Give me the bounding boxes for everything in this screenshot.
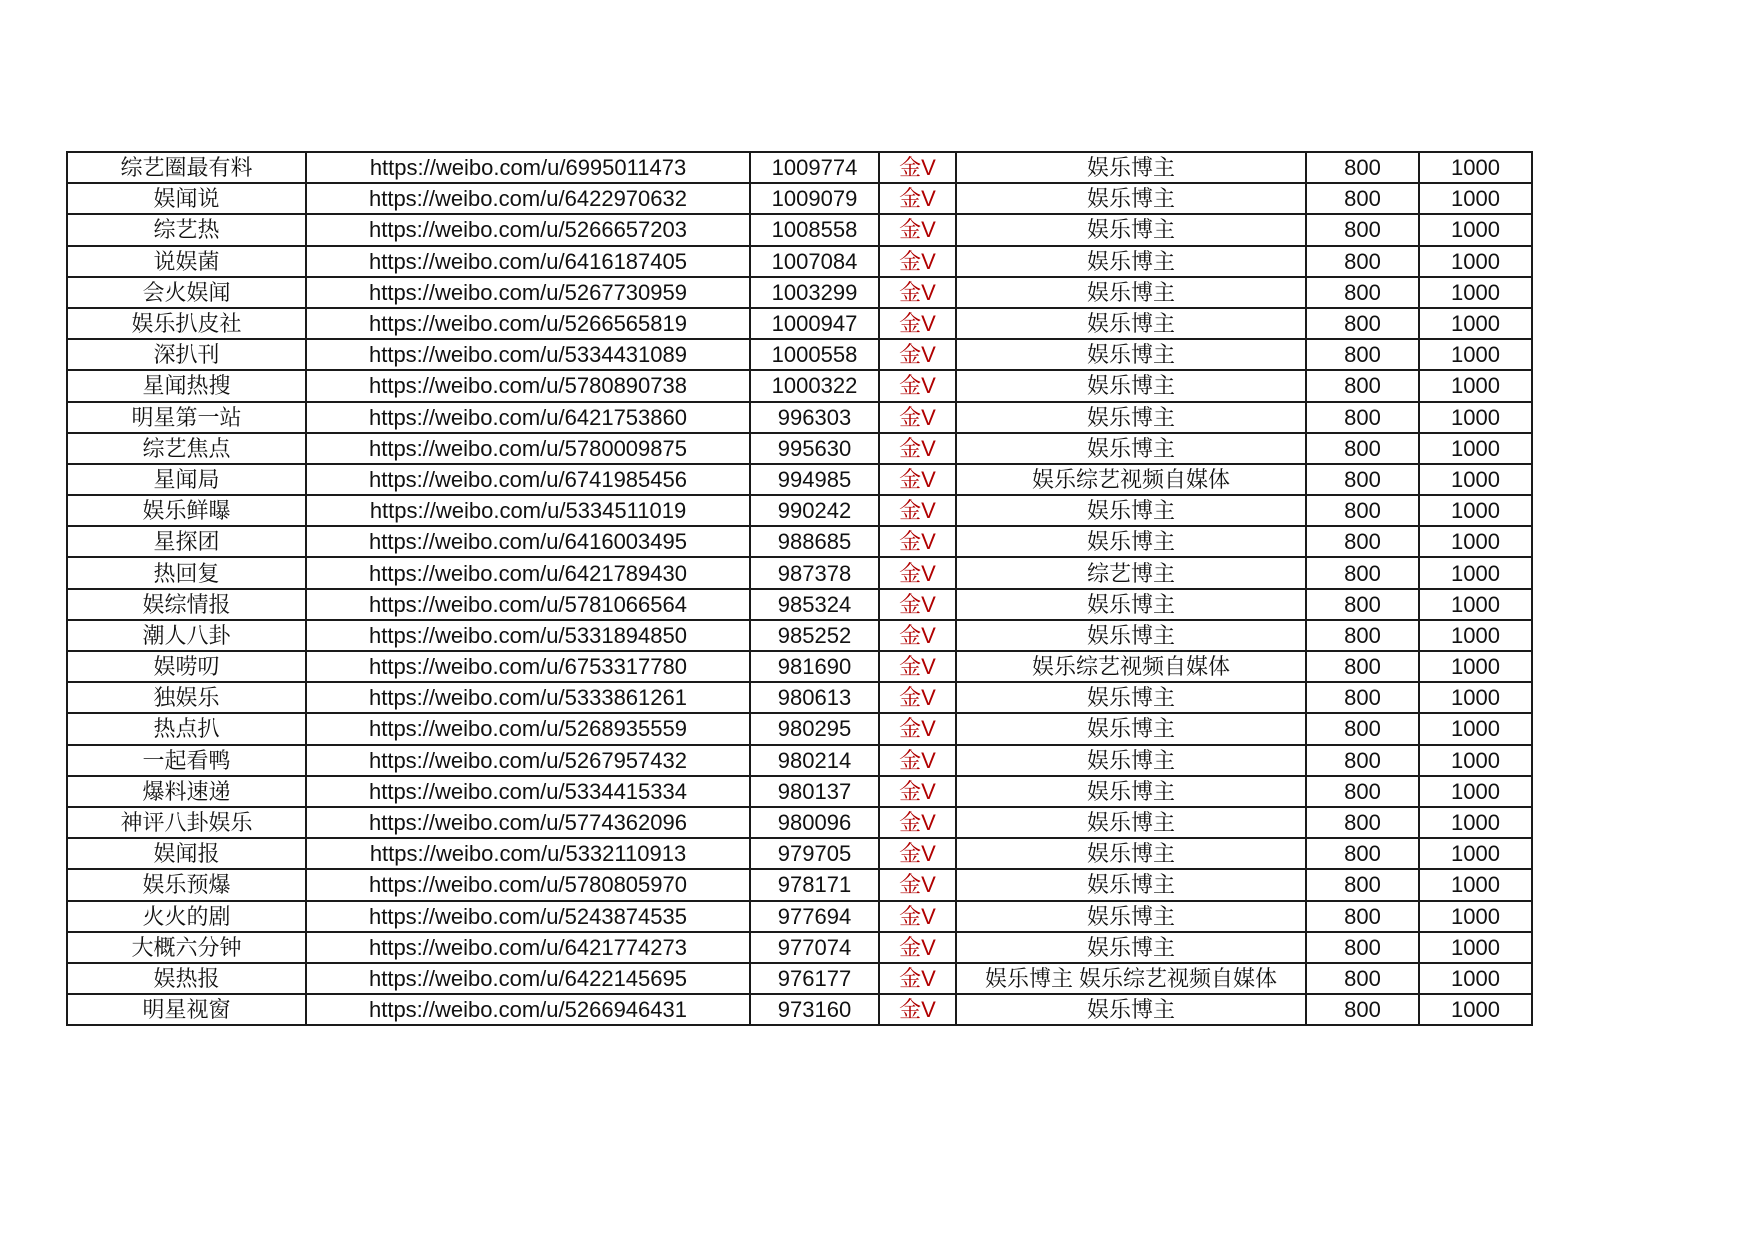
verification-badge: 金V bbox=[879, 433, 956, 464]
account-name: 大概六分钟 bbox=[67, 932, 306, 963]
price-high: 1000 bbox=[1419, 370, 1532, 401]
profile-url[interactable]: https://weibo.com/u/5268935559 bbox=[306, 713, 750, 744]
price-high: 1000 bbox=[1419, 963, 1532, 994]
table-row bbox=[67, 776, 1532, 807]
follower-count: 976177 bbox=[750, 963, 879, 994]
profile-url[interactable]: https://weibo.com/u/5332110913 bbox=[306, 838, 750, 869]
price-high: 1000 bbox=[1419, 745, 1532, 776]
account-name: 娱热报 bbox=[67, 963, 306, 994]
follower-count: 1000947 bbox=[750, 308, 879, 339]
profile-url[interactable]: https://weibo.com/u/5780009875 bbox=[306, 433, 750, 464]
account-name: 独娱乐 bbox=[67, 682, 306, 713]
verification-badge: 金V bbox=[879, 869, 956, 900]
follower-count: 981690 bbox=[750, 651, 879, 682]
table-row bbox=[67, 370, 1532, 401]
price-low: 800 bbox=[1306, 651, 1419, 682]
category: 娱乐博主 bbox=[956, 277, 1306, 308]
account-name: 娱闻说 bbox=[67, 183, 306, 214]
profile-url[interactable]: https://weibo.com/u/5267730959 bbox=[306, 277, 750, 308]
table-row bbox=[67, 994, 1532, 1025]
follower-count: 1007084 bbox=[750, 246, 879, 277]
table-row bbox=[67, 433, 1532, 464]
price-low: 800 bbox=[1306, 183, 1419, 214]
price-low: 800 bbox=[1306, 246, 1419, 277]
profile-url[interactable]: https://weibo.com/u/5780805970 bbox=[306, 869, 750, 900]
follower-count: 1000322 bbox=[750, 370, 879, 401]
price-high: 1000 bbox=[1419, 589, 1532, 620]
follower-count: 1009774 bbox=[750, 152, 879, 183]
category: 娱乐博主 bbox=[956, 183, 1306, 214]
table-row bbox=[67, 214, 1532, 245]
account-table bbox=[66, 151, 1533, 1026]
price-low: 800 bbox=[1306, 589, 1419, 620]
verification-badge: 金V bbox=[879, 152, 956, 183]
category: 娱乐博主 bbox=[956, 901, 1306, 932]
verification-badge: 金V bbox=[879, 682, 956, 713]
table-row bbox=[67, 745, 1532, 776]
profile-url[interactable]: https://weibo.com/u/6995011473 bbox=[306, 152, 750, 183]
price-low: 800 bbox=[1306, 963, 1419, 994]
category: 娱乐综艺视频自媒体 bbox=[956, 464, 1306, 495]
price-high: 1000 bbox=[1419, 339, 1532, 370]
price-high: 1000 bbox=[1419, 651, 1532, 682]
price-low: 800 bbox=[1306, 869, 1419, 900]
account-name: 潮人八卦 bbox=[67, 620, 306, 651]
verification-badge: 金V bbox=[879, 308, 956, 339]
price-low: 800 bbox=[1306, 495, 1419, 526]
account-name: 神评八卦娱乐 bbox=[67, 807, 306, 838]
verification-badge: 金V bbox=[879, 807, 956, 838]
price-low: 800 bbox=[1306, 339, 1419, 370]
category: 娱乐博主 bbox=[956, 776, 1306, 807]
price-low: 800 bbox=[1306, 620, 1419, 651]
price-high: 1000 bbox=[1419, 776, 1532, 807]
category: 娱乐博主 bbox=[956, 433, 1306, 464]
verification-badge: 金V bbox=[879, 495, 956, 526]
verification-badge: 金V bbox=[879, 838, 956, 869]
table-row bbox=[67, 246, 1532, 277]
verification-badge: 金V bbox=[879, 402, 956, 433]
account-name: 娱乐扒皮社 bbox=[67, 308, 306, 339]
price-low: 800 bbox=[1306, 308, 1419, 339]
price-low: 800 bbox=[1306, 370, 1419, 401]
account-name: 星闻局 bbox=[67, 464, 306, 495]
account-name: 热点扒 bbox=[67, 713, 306, 744]
table-row bbox=[67, 807, 1532, 838]
table-row bbox=[67, 651, 1532, 682]
profile-url[interactable]: https://weibo.com/u/6422145695 bbox=[306, 963, 750, 994]
profile-url[interactable]: https://weibo.com/u/5266565819 bbox=[306, 308, 750, 339]
follower-count: 980214 bbox=[750, 745, 879, 776]
follower-count: 1008558 bbox=[750, 214, 879, 245]
price-low: 800 bbox=[1306, 838, 1419, 869]
follower-count: 1003299 bbox=[750, 277, 879, 308]
follower-count: 994985 bbox=[750, 464, 879, 495]
table-body bbox=[67, 152, 1532, 1025]
follower-count: 990242 bbox=[750, 495, 879, 526]
profile-url[interactable]: https://weibo.com/u/5334415334 bbox=[306, 776, 750, 807]
table-row bbox=[67, 901, 1532, 932]
account-name: 娱闻报 bbox=[67, 838, 306, 869]
verification-badge: 金V bbox=[879, 183, 956, 214]
follower-count: 977694 bbox=[750, 901, 879, 932]
price-high: 1000 bbox=[1419, 402, 1532, 433]
price-low: 800 bbox=[1306, 464, 1419, 495]
price-low: 800 bbox=[1306, 776, 1419, 807]
table-row bbox=[67, 526, 1532, 557]
account-name: 一起看鸭 bbox=[67, 745, 306, 776]
price-low: 800 bbox=[1306, 152, 1419, 183]
profile-url[interactable]: https://weibo.com/u/5333861261 bbox=[306, 682, 750, 713]
account-name: 爆料速递 bbox=[67, 776, 306, 807]
price-high: 1000 bbox=[1419, 994, 1532, 1025]
profile-url[interactable]: https://weibo.com/u/6416187405 bbox=[306, 246, 750, 277]
table-row bbox=[67, 402, 1532, 433]
category: 娱乐博主 bbox=[956, 526, 1306, 557]
profile-url[interactable]: https://weibo.com/u/5267957432 bbox=[306, 745, 750, 776]
price-high: 1000 bbox=[1419, 901, 1532, 932]
price-low: 800 bbox=[1306, 277, 1419, 308]
account-name: 火火的剧 bbox=[67, 901, 306, 932]
profile-url[interactable]: https://weibo.com/u/6422970632 bbox=[306, 183, 750, 214]
profile-url[interactable]: https://weibo.com/u/6421753860 bbox=[306, 402, 750, 433]
category: 娱乐博主 bbox=[956, 152, 1306, 183]
follower-count: 980613 bbox=[750, 682, 879, 713]
table-row bbox=[67, 713, 1532, 744]
category: 娱乐博主 bbox=[956, 402, 1306, 433]
price-high: 1000 bbox=[1419, 183, 1532, 214]
verification-badge: 金V bbox=[879, 589, 956, 620]
account-name: 星闻热搜 bbox=[67, 370, 306, 401]
price-low: 800 bbox=[1306, 713, 1419, 744]
verification-badge: 金V bbox=[879, 277, 956, 308]
verification-badge: 金V bbox=[879, 339, 956, 370]
profile-url[interactable]: https://weibo.com/u/5774362096 bbox=[306, 807, 750, 838]
profile-url[interactable]: https://weibo.com/u/5780890738 bbox=[306, 370, 750, 401]
account-name: 娱乐预爆 bbox=[67, 869, 306, 900]
profile-url[interactable]: https://weibo.com/u/6741985456 bbox=[306, 464, 750, 495]
category: 娱乐博主 bbox=[956, 713, 1306, 744]
profile-url[interactable]: https://weibo.com/u/5266657203 bbox=[306, 214, 750, 245]
price-high: 1000 bbox=[1419, 869, 1532, 900]
account-name: 说娱菌 bbox=[67, 246, 306, 277]
table-row bbox=[67, 682, 1532, 713]
category: 娱乐博主 bbox=[956, 838, 1306, 869]
follower-count: 980096 bbox=[750, 807, 879, 838]
price-high: 1000 bbox=[1419, 838, 1532, 869]
category: 娱乐博主 bbox=[956, 339, 1306, 370]
price-high: 1000 bbox=[1419, 152, 1532, 183]
profile-url[interactable]: https://weibo.com/u/6421774273 bbox=[306, 932, 750, 963]
table-row bbox=[67, 557, 1532, 588]
account-name: 星探团 bbox=[67, 526, 306, 557]
category: 娱乐综艺视频自媒体 bbox=[956, 651, 1306, 682]
category: 娱乐博主 bbox=[956, 214, 1306, 245]
verification-badge: 金V bbox=[879, 557, 956, 588]
profile-url[interactable]: https://weibo.com/u/6753317780 bbox=[306, 651, 750, 682]
price-low: 800 bbox=[1306, 402, 1419, 433]
table-row bbox=[67, 308, 1532, 339]
category: 娱乐博主 bbox=[956, 994, 1306, 1025]
category: 娱乐博主 bbox=[956, 620, 1306, 651]
table-row bbox=[67, 495, 1532, 526]
profile-url[interactable]: https://weibo.com/u/5334511019 bbox=[306, 495, 750, 526]
follower-count: 980295 bbox=[750, 713, 879, 744]
price-high: 1000 bbox=[1419, 713, 1532, 744]
follower-count: 996303 bbox=[750, 402, 879, 433]
table-row bbox=[67, 963, 1532, 994]
price-low: 800 bbox=[1306, 807, 1419, 838]
verification-badge: 金V bbox=[879, 214, 956, 245]
follower-count: 995630 bbox=[750, 433, 879, 464]
account-name: 综艺焦点 bbox=[67, 433, 306, 464]
verification-badge: 金V bbox=[879, 651, 956, 682]
verification-badge: 金V bbox=[879, 776, 956, 807]
table-row bbox=[67, 277, 1532, 308]
price-low: 800 bbox=[1306, 745, 1419, 776]
price-high: 1000 bbox=[1419, 464, 1532, 495]
price-high: 1000 bbox=[1419, 526, 1532, 557]
price-high: 1000 bbox=[1419, 620, 1532, 651]
price-high: 1000 bbox=[1419, 557, 1532, 588]
follower-count: 980137 bbox=[750, 776, 879, 807]
table-row bbox=[67, 152, 1532, 183]
table-row bbox=[67, 838, 1532, 869]
follower-count: 1009079 bbox=[750, 183, 879, 214]
account-name: 综艺热 bbox=[67, 214, 306, 245]
category: 娱乐博主 bbox=[956, 869, 1306, 900]
price-low: 800 bbox=[1306, 526, 1419, 557]
profile-url[interactable]: https://weibo.com/u/6416003495 bbox=[306, 526, 750, 557]
category: 娱乐博主 bbox=[956, 932, 1306, 963]
follower-count: 978171 bbox=[750, 869, 879, 900]
account-name: 娱乐鲜曝 bbox=[67, 495, 306, 526]
account-name: 娱唠叨 bbox=[67, 651, 306, 682]
category: 娱乐博主 bbox=[956, 589, 1306, 620]
price-low: 800 bbox=[1306, 932, 1419, 963]
follower-count: 1000558 bbox=[750, 339, 879, 370]
account-name: 综艺圈最有料 bbox=[67, 152, 306, 183]
category: 娱乐博主 bbox=[956, 807, 1306, 838]
verification-badge: 金V bbox=[879, 901, 956, 932]
table-row bbox=[67, 869, 1532, 900]
verification-badge: 金V bbox=[879, 464, 956, 495]
account-name: 深扒刊 bbox=[67, 339, 306, 370]
follower-count: 973160 bbox=[750, 994, 879, 1025]
follower-count: 979705 bbox=[750, 838, 879, 869]
category: 娱乐博主 bbox=[956, 308, 1306, 339]
profile-url[interactable]: https://weibo.com/u/5266946431 bbox=[306, 994, 750, 1025]
table-row bbox=[67, 339, 1532, 370]
category: 综艺博主 bbox=[956, 557, 1306, 588]
price-high: 1000 bbox=[1419, 932, 1532, 963]
table-row bbox=[67, 589, 1532, 620]
profile-url[interactable]: https://weibo.com/u/5781066564 bbox=[306, 589, 750, 620]
account-name: 热回复 bbox=[67, 557, 306, 588]
price-low: 800 bbox=[1306, 682, 1419, 713]
price-high: 1000 bbox=[1419, 214, 1532, 245]
verification-badge: 金V bbox=[879, 246, 956, 277]
profile-url[interactable]: https://weibo.com/u/5331894850 bbox=[306, 620, 750, 651]
table-row bbox=[67, 183, 1532, 214]
profile-url[interactable]: https://weibo.com/u/5334431089 bbox=[306, 339, 750, 370]
verification-badge: 金V bbox=[879, 932, 956, 963]
price-high: 1000 bbox=[1419, 682, 1532, 713]
account-name: 明星第一站 bbox=[67, 402, 306, 433]
price-low: 800 bbox=[1306, 214, 1419, 245]
profile-url[interactable]: https://weibo.com/u/5243874535 bbox=[306, 901, 750, 932]
follower-count: 977074 bbox=[750, 932, 879, 963]
follower-count: 985324 bbox=[750, 589, 879, 620]
account-name: 明星视窗 bbox=[67, 994, 306, 1025]
price-low: 800 bbox=[1306, 994, 1419, 1025]
price-high: 1000 bbox=[1419, 308, 1532, 339]
category: 娱乐博主 bbox=[956, 682, 1306, 713]
category: 娱乐博主 娱乐综艺视频自媒体 bbox=[956, 963, 1306, 994]
account-name: 娱综情报 bbox=[67, 589, 306, 620]
verification-badge: 金V bbox=[879, 370, 956, 401]
category: 娱乐博主 bbox=[956, 495, 1306, 526]
price-low: 800 bbox=[1306, 557, 1419, 588]
follower-count: 988685 bbox=[750, 526, 879, 557]
table-row bbox=[67, 464, 1532, 495]
price-high: 1000 bbox=[1419, 277, 1532, 308]
verification-badge: 金V bbox=[879, 963, 956, 994]
verification-badge: 金V bbox=[879, 713, 956, 744]
profile-url[interactable]: https://weibo.com/u/6421789430 bbox=[306, 557, 750, 588]
price-high: 1000 bbox=[1419, 433, 1532, 464]
price-high: 1000 bbox=[1419, 495, 1532, 526]
price-low: 800 bbox=[1306, 433, 1419, 464]
follower-count: 985252 bbox=[750, 620, 879, 651]
follower-count: 987378 bbox=[750, 557, 879, 588]
account-name: 会火娱闻 bbox=[67, 277, 306, 308]
verification-badge: 金V bbox=[879, 620, 956, 651]
table-row bbox=[67, 932, 1532, 963]
verification-badge: 金V bbox=[879, 994, 956, 1025]
verification-badge: 金V bbox=[879, 745, 956, 776]
verification-badge: 金V bbox=[879, 526, 956, 557]
price-high: 1000 bbox=[1419, 807, 1532, 838]
price-low: 800 bbox=[1306, 901, 1419, 932]
category: 娱乐博主 bbox=[956, 370, 1306, 401]
table-row bbox=[67, 620, 1532, 651]
category: 娱乐博主 bbox=[956, 745, 1306, 776]
category: 娱乐博主 bbox=[956, 246, 1306, 277]
price-high: 1000 bbox=[1419, 246, 1532, 277]
